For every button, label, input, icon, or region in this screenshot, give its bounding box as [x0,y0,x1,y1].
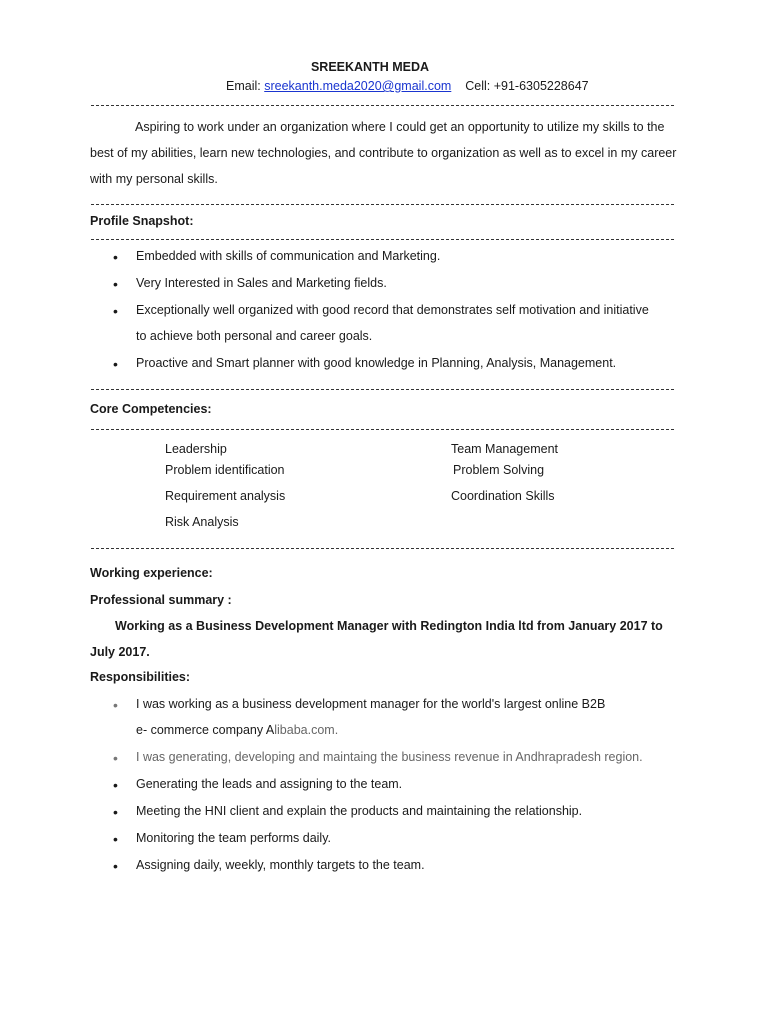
competency-item: Risk Analysis [165,515,239,529]
objective-text: Aspiring to work under an organization where I could get an opportunity to utilize my skills to the best of my abilities, learn new technologies, and contribute to organization as well as to excel in my career with my personal skills. [90,120,677,186]
summary-paragraph [90,613,680,665]
bullet: • [113,777,118,793]
bullet: • [113,276,118,292]
bullet: • [113,249,118,265]
profile-heading: Profile Snapshot: [90,214,194,228]
list-item: Generating the leads and assigning to the team. [136,777,403,791]
list-item: I was generating, developing and maintaing the business revenue in Andhrapradesh region. [136,750,643,764]
summary-line: Working as a Business Development Manager with Redington India ltd from January 2017 to [115,619,663,633]
bullet: • [113,697,118,713]
list-item: Very Interested in Sales and Marketing fields. [136,276,387,290]
divider [91,239,674,240]
divider [91,204,674,205]
divider [91,429,674,430]
list-item: Assigning daily, weekly, monthly targets to the team. [136,858,425,872]
competency-item: Coordination Skills [451,489,555,503]
list-item: to achieve both personal and career goals. [136,329,373,343]
divider [91,389,674,390]
bullet: • [113,303,118,319]
list-item: Meeting the HNI client and explain the products and maintaining the relationship. [136,804,583,818]
summary-heading: Professional summary : [90,593,232,607]
list-item: Monitoring the team performs daily. [136,831,331,845]
experience-heading: Working experience: [90,566,213,580]
competencies-heading: Core Competencies: [90,402,212,416]
competency-item: Leadership [165,442,227,456]
competency-item: Problem identification [165,463,285,477]
cell-number: +91-6305228647 [493,79,589,93]
email-link[interactable]: sreekanth.meda2020@gmail.com [264,79,452,93]
candidate-name: SREEKANTH MEDA [310,60,430,74]
bullet: • [113,356,118,372]
summary-line: July 2017. [90,645,150,659]
bullet: • [113,858,118,874]
company-link-text: libaba.com. [274,723,339,737]
divider [91,105,674,106]
bullet: • [113,831,118,847]
competency-item: Team Management [451,442,559,456]
bullet: • [113,804,118,820]
competency-item: Requirement analysis [165,489,286,503]
list-item: e- commerce company Alibaba.com. [136,723,339,737]
objective-paragraph [90,114,680,192]
email-label: Email: [226,79,261,93]
list-item: Embedded with skills of communication and Marketing. [136,249,441,263]
competency-item: Problem Solving [453,463,545,477]
list-item: I was working as a business development manager for the world's largest online B2B [136,697,606,711]
bullet: • [113,750,118,766]
divider [91,548,674,549]
contact-line [226,79,589,93]
list-item: Proactive and Smart planner with good knowledge in Planning, Analysis, Management. [136,356,617,370]
responsibilities-heading: Responsibilities: [90,670,191,684]
cell-label: Cell: [465,79,491,93]
list-item: Exceptionally well organized with good record that demonstrates self motivation and initiative [136,303,649,317]
